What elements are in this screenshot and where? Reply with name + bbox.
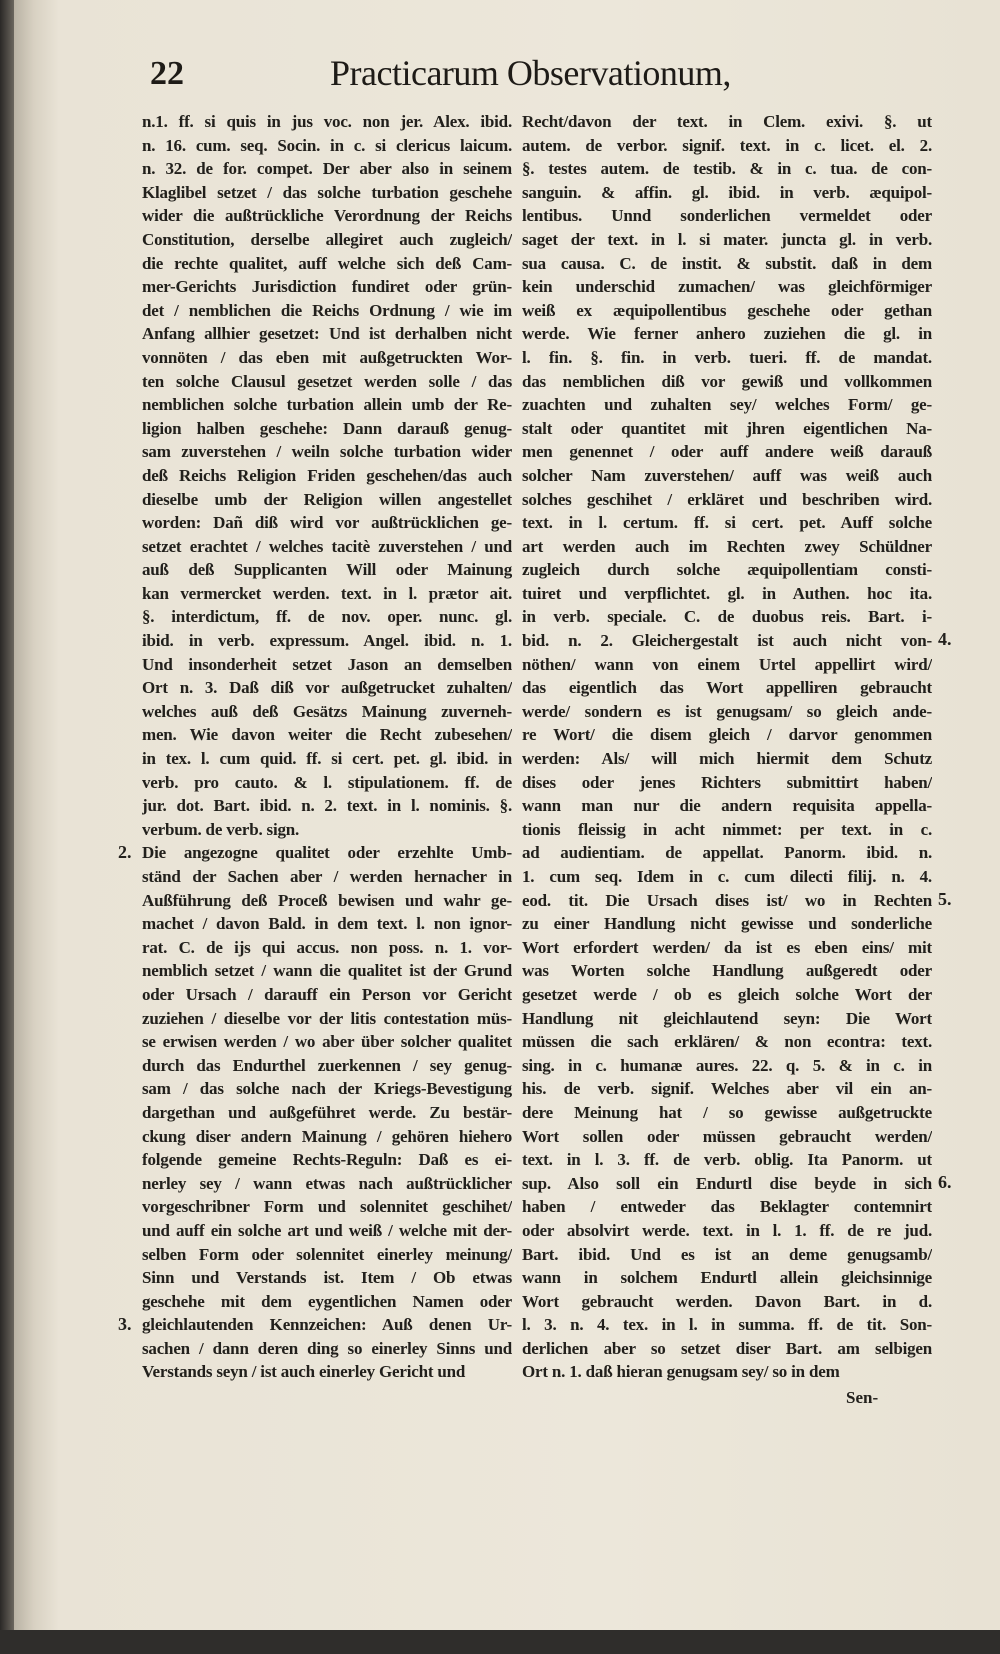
margin-paragraph-number: 4.: [938, 629, 952, 650]
text-line: Anfang allhier gesetzet: Und ist derhalben nicht: [142, 324, 512, 344]
text-line: kan vermercket werden. text. in l. prætor ait.: [142, 583, 512, 603]
text-line: Wort erfordert werden/ da ist es eben eins/ mit: [522, 937, 932, 957]
text-line: n.1. ff. si quis in jus voc. non jer. Alex. ibid.: [142, 112, 512, 131]
text-line: his. de verb. signif. Welches aber vil ein an-: [522, 1079, 932, 1099]
text-line: sam zuverstehen / weiln solche turbation wider: [142, 442, 512, 462]
text-line: Und insonderheit setzet Jason an demselben: [142, 654, 512, 674]
text-line: ckung diser andern Mainung / gehören hiehero: [142, 1126, 512, 1146]
text-line: solcher Nam zuverstehen/ auff was weiß auch: [522, 465, 932, 485]
text-line: Bart. ibid. Und es ist an deme genugsamb/: [522, 1244, 932, 1264]
margin-paragraph-number: 6.: [938, 1172, 952, 1192]
text-line: nerley sey / wann etwas nach außtrücklicher: [142, 1173, 512, 1193]
text-line: dere Meinung hat / so gewisse außgetruckte: [522, 1102, 932, 1122]
catchword: Sen-: [846, 1388, 879, 1407]
text-line: art werden auch im Rechten zwey Schüldner: [522, 536, 932, 556]
text-line: machet / davon Bald. in dem text. l. non ignor-: [142, 914, 512, 934]
text-line: zugleich durch solche æquipollentiam consti-: [522, 560, 932, 580]
text-line: was Worten solche Handlung außgeredt oder: [522, 961, 932, 981]
text-line: Sinn und Verstands ist. Item / Ob etwas: [142, 1268, 512, 1288]
text-line: Ort n. 1. daß hieran genugsam sey/ so in dem: [522, 1362, 840, 1382]
running-title: Practicarum Observationum,: [330, 53, 731, 93]
text-line: Außführung deß Proceß bewisen und wahr ge-: [142, 890, 512, 910]
text-line: werden: Als/ will mich hiermit dem Schutz: [522, 749, 932, 769]
text-line: l. fin. §. fin. in verb. tueri. ff. de mandat.: [522, 347, 932, 367]
text-line: l. 3. n. 4. tex. in l. in summa. ff. de tit. Son-: [522, 1315, 932, 1335]
text-line: solches geschihet / erkläret und beschriben wird.: [522, 489, 932, 509]
text-line: sanguin. & affin. gl. ibid. in verb. æquipol-: [522, 182, 932, 202]
book-binding-edge: [0, 0, 14, 1654]
text-line: gesetzet werde / ob es gleich solche Wort der: [522, 984, 932, 1004]
text-line: oder absolvirt werde. text. in l. 1. ff. de re jud.: [522, 1220, 932, 1240]
margin-paragraph-number: 2.: [118, 841, 132, 862]
text-line: die rechte qualitet, auff welche sich deß Cam-: [142, 253, 512, 273]
text-line: wider die außtrückliche Verordnung der Reichs: [142, 206, 512, 226]
text-line: text. in l. 3. ff. de verb. oblig. Ita Panorm. ut: [522, 1150, 932, 1170]
text-line: sup. Also soll ein Endurtl dise beyde in sich: [522, 1173, 932, 1193]
text-line: ten solche Clausul gesetzet werden solle / das: [142, 371, 512, 391]
text-line: sam / das solche nach der Kriegs-Bevestigung: [142, 1079, 512, 1099]
text-line: se erwisen werden / wo aber über solcher qualitet: [142, 1032, 512, 1052]
text-line: derlichen aber so setzet diser Bart. am selbigen: [522, 1338, 932, 1358]
text-line: Verstands seyn / ist auch einerley Gericht und: [142, 1362, 466, 1382]
text-line: nöthen/ wann von einem Urtel appellirt wird/: [522, 654, 932, 674]
text-line: verb. pro cauto. & l. stipulationem. ff. de: [142, 772, 512, 792]
text-line: oder Ursach / darauff ein Person vor Gericht: [142, 984, 512, 1004]
text-line: text. in l. certum. ff. si cert. pet. Auff solche: [522, 513, 932, 533]
text-line: nemblich setzet / wann die qualitet ist der Grund: [142, 961, 512, 981]
text-line: ligion halben geschehe: Dann darauß genug-: [142, 418, 512, 438]
text-line: saget der text. in l. si mater. juncta gl. in verb.: [522, 229, 932, 249]
text-line: setzet erachtet / welches tacitè zuverstehen / und: [142, 536, 512, 556]
text-line: ibid. in verb. expressum. Angel. ibid. n. 1.: [142, 631, 512, 651]
right-text-column: [522, 110, 932, 1384]
text-line: dieselbe umb der Religion willen angestellet: [142, 489, 512, 509]
text-line: 1. cum seq. Idem in c. cum dilecti filij. n. 4.: [522, 867, 932, 886]
margin-paragraph-number: 5.: [938, 888, 952, 909]
text-line: n. 32. de for. compet. Der aber also in seinem: [142, 159, 512, 179]
text-line: rat. C. de ijs qui accus. non poss. n. 1. vor-: [142, 937, 512, 957]
text-line: sachen / dann deren ding so einerley Sinns und: [142, 1338, 512, 1358]
text-line: das eigentlich das Wort appelliren gebraucht: [522, 678, 932, 698]
text-line: gleichlautenden Kennzeichen: Auß denen Ur-: [142, 1315, 512, 1335]
text-line: sua causa. C. de instit. & substit. daß in dem: [522, 253, 932, 273]
margin-paragraph-number: 3.: [118, 1313, 132, 1334]
text-line: in tex. l. cum quid. ff. si cert. pet. gl. ibid. in: [142, 749, 512, 769]
text-line: ständ der Sachen aber / werden hernacher in: [142, 867, 512, 886]
text-line: selben Form oder solennitet einerley meinung/: [142, 1244, 512, 1264]
text-line: §. testes autem. de testib. & in c. tua. de con-: [522, 159, 932, 179]
text-line: Wort sollen oder müssen gebraucht werden/: [522, 1126, 932, 1146]
text-line: Handlung nit gleichlautend seyn: Die Wort: [522, 1008, 932, 1028]
text-line: worden: Dañ diß wird vor außtrücklichen ge-: [142, 513, 512, 533]
text-line: jur. dot. Bart. ibid. n. 2. text. in l. nominis. §.: [142, 796, 512, 816]
text-line: dises oder jenes Richters submittirt haben/: [522, 772, 932, 792]
text-line: Ort n. 3. Daß diß vor außgetrucket zuhalten/: [142, 678, 512, 698]
text-line: zuziehen / dieselbe vor der litis contestation müs-: [142, 1008, 512, 1028]
text-line: weiß ex æquipollentibus geschehe oder gethan: [522, 300, 932, 320]
text-line: lentibus. Unnd sonderlichen vermeldet oder: [522, 206, 932, 226]
text-line: und auff ein solche art und weiß / welche mit der-: [142, 1220, 512, 1240]
text-line: sing. in c. humanæ aures. 22. q. 5. & in c. in: [522, 1055, 932, 1075]
text-line: mer-Gerichts Jurisdiction fundiret oder grün-: [142, 277, 512, 297]
text-line: in verb. speciale. C. de duobus reis. Bart. i-: [522, 607, 932, 627]
text-line: verbum. de verb. sign.: [142, 819, 300, 839]
text-line: geschehe mit dem eygentlichen Namen oder: [142, 1291, 512, 1311]
text-line: werde. Wie ferner anhero zuziehen die gl. in: [522, 324, 932, 344]
text-line: stalt oder quantitet mit jhren eigentlichen Na-: [522, 418, 932, 438]
text-line: Constitution, derselbe allegiret auch zugleich/: [142, 229, 512, 249]
text-line: det / nemblichen die Reichs Ordnung / wie im: [142, 300, 512, 320]
text-line: zuachten und zuhalten sey/ welches Form/ ge-: [522, 395, 932, 415]
text-line: eod. tit. Die Ursach dises ist/ wo in Rechten: [522, 890, 932, 910]
text-line: durch das Endurthel zuerkennen / sey genug-: [142, 1055, 512, 1075]
text-line: auß deß Supplicanten Will oder Mainung: [142, 560, 512, 580]
text-line: das nemblichen diß vor gewiß und vollkommen: [522, 371, 932, 391]
text-line: Klaglibel setzet / das solche turbation geschehe: [142, 182, 512, 202]
text-line: vorgeschribner Form und solennitet geschihet/: [142, 1197, 512, 1217]
text-line: men genennet / oder auff andere weiß darauß: [522, 442, 932, 462]
text-line: wann man nur die andern requisita appella-: [522, 796, 932, 816]
text-line: folgende gemeine Rechts-Reguln: Daß es ei-: [142, 1150, 512, 1170]
text-line: müssen die sach erklären/ & non econtra: text.: [522, 1032, 932, 1052]
left-text-column: [142, 110, 512, 1384]
text-line: vonnöten / das eben mit außgetruckten Wor-: [142, 347, 512, 367]
text-line: wann in solchem Endurtl allein gleichsinnige: [522, 1268, 932, 1288]
text-line: Die angezogne qualitet oder erzehlte Umb-: [142, 843, 512, 863]
text-line: Wort gebraucht werden. Davon Bart. in d.: [522, 1291, 932, 1311]
text-line: dargethan und außgeführet werde. Zu bestär-: [142, 1102, 512, 1122]
text-line: autem. de verbor. signif. text. in c. licet. el. 2.: [522, 135, 932, 155]
text-line: re Wort/ die disem gleich / darvor genommen: [522, 725, 932, 745]
text-line: bid. n. 2. Gleichergestalt ist auch nicht von-: [522, 631, 932, 651]
text-line: ad audientiam. de appellat. Panorm. ibid. n.: [522, 843, 932, 863]
text-line: §. interdictum, ff. de nov. oper. nunc. gl.: [142, 607, 512, 627]
scan-background-strip: [0, 1630, 1000, 1654]
text-line: deß Reichs Religion Friden geschehen/das auch: [142, 465, 512, 485]
text-line: zu einer Handlung nicht gewisse und sonderliche: [522, 914, 932, 934]
text-line: tionis fleissig in acht nimmet: per text. in c.: [522, 819, 932, 839]
text-line: men. Wie davon weiter die Recht zubesehen/: [142, 725, 512, 745]
text-line: haben / entweder das Beklagter contemnirt: [522, 1197, 932, 1217]
text-line: kein underschid zumachen/ was gleichförmiger: [522, 277, 932, 297]
text-line: nemblichen solche turbation allein umb der Re-: [142, 395, 512, 415]
text-line: welches auß deß Gesätzs Mainung zuverneh-: [142, 701, 512, 721]
text-line: tuiret und verpflichtet. gl. in Authen. hoc ita.: [522, 583, 932, 603]
text-line: n. 16. cum. seq. Socin. in c. si clericus laicum.: [142, 135, 512, 155]
text-line: Recht/davon der text. in Clem. exivi. §. ut: [522, 112, 932, 131]
text-line: werde/ sondern es ist genugsam/ so gleich ande-: [522, 701, 932, 721]
page-number: 22: [150, 55, 184, 92]
